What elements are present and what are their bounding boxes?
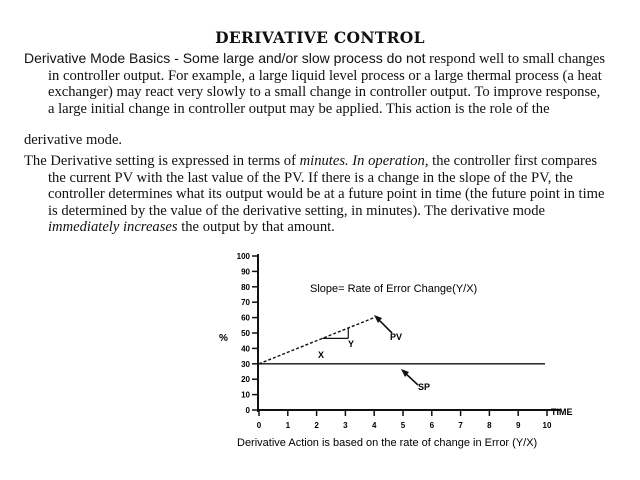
x-tick-label: 9 [515,421,521,430]
x-tick-label: 10 [542,421,552,430]
x-tick-label: 1 [285,421,291,430]
slope-label: Slope= Rate of Error Change(Y/X) [310,283,478,295]
y-tick-label: 100 [236,252,250,261]
y-tick-label: 70 [241,298,250,308]
y-tick-label: 60 [241,313,250,323]
x-tick-label: 2 [314,421,319,430]
paragraph-body: derivative mode. [24,132,123,148]
y-tick-label: 50 [241,329,250,338]
paragraph-heading: Derivative Mode Basics - Some large and/or slow process do not [24,50,426,66]
x-tick-group [257,410,552,430]
rise-y-label: Y [348,339,355,349]
paragraph-body: respond well to small changes in controller output. For example, a large liquid level process or a large thermal process (a heat exchanger) may react very slowly to a small change in controller output. To improve response, a large initial change in controller output may be applied. This action is the role of the [48,51,606,117]
x-tick-label: 8 [487,421,492,430]
y-tick-label: 80 [241,282,250,292]
page-title: DERIVATIVE CONTROL [215,28,425,47]
run-x-label: X [318,350,325,360]
y-tick-label: 10 [241,390,250,400]
y-tick-label: 40 [241,344,250,354]
x-tick-label: 6 [429,421,435,430]
x-tick-label: 0 [256,421,262,430]
paragraph-text-2: the controller first compares the current PV with the last value of the PV. If there is a change in the slope of the PV, the controller determines what its output would be at a future point in time (the future point in time is determined by the value of the derivative setting, in minutes). The derivative mode [48,153,605,219]
figure-caption: Derivative Action is based on the rate of change in Error (Y/X) [237,437,538,449]
y-tick-label: 90 [241,267,250,277]
figure-axes [258,254,560,412]
x-axis-label: TIME [551,407,573,417]
y-tick-label: 30 [241,359,250,369]
sp-label: SP [418,382,431,392]
x-tick-label: 3 [343,421,348,430]
x-tick-label: 4 [371,421,377,430]
y-tick-label: 20 [241,375,250,385]
y-tick-label: 0 [245,406,250,415]
emphasis-minutes: minutes. In operation, [299,153,429,169]
pv-line [259,318,374,364]
pv-label: PV [390,332,403,342]
emphasis-immediately-increases: immediately increases [48,219,178,236]
figure-lines [259,315,545,385]
y-unit-label: % [219,333,228,344]
paragraph-text-1: The Derivative setting is expressed in terms of [24,153,300,169]
x-tick-label: 7 [458,421,463,430]
y-tick-group [237,252,258,415]
x-tick-label: 5 [400,421,406,430]
paragraph-text-3: the output by that amount. [177,219,335,236]
